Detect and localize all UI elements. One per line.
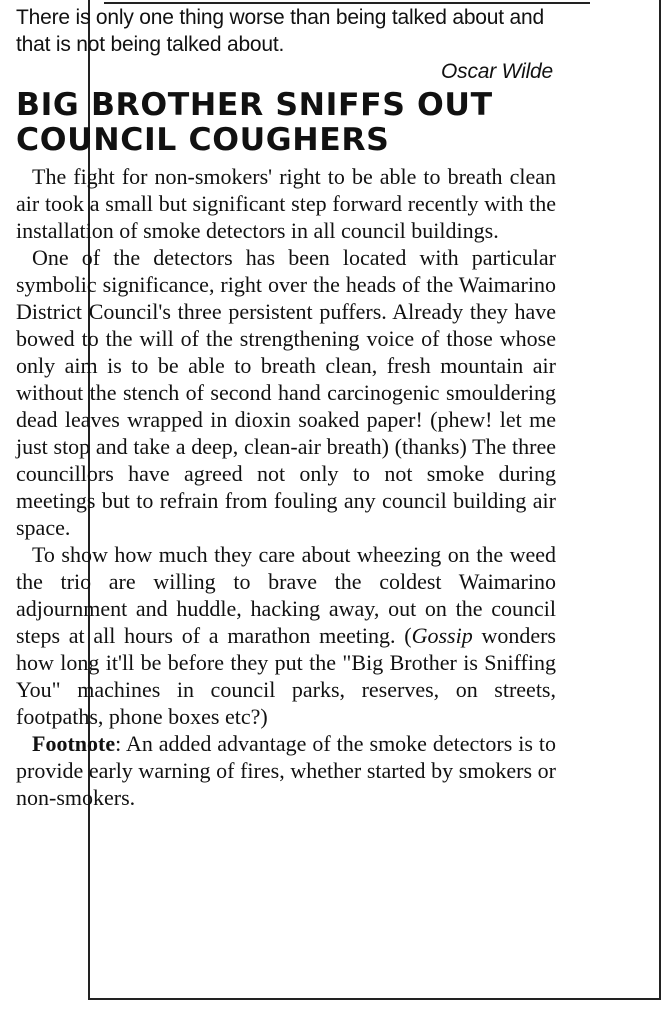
quote-text: There is only one thing worse than being talked about and that is not being talked about.	[16, 6, 544, 56]
quote-block	[16, 4, 561, 85]
footnote-text: : An added advantage of the smoke detectors is to provide early warning of fires, whether started by smokers or non-smokers.	[16, 731, 556, 810]
paragraph-3-after: wonders how long it'll be before they put the "Big Brother is Sniffing You" machines in council parks, reserves, on streets, footpaths, phone boxes etc?)	[16, 623, 556, 729]
article-body	[16, 163, 556, 811]
quote-author: Oscar Wilde	[441, 60, 553, 83]
footnote-label: Footnote	[32, 731, 116, 756]
paragraph-4	[16, 730, 556, 811]
article-headline: BIG BROTHER SNIFFS OUT COUNCIL COUGHERS	[16, 87, 493, 158]
gossip-emphasis: Gossip	[411, 623, 473, 648]
paragraph-3	[16, 541, 556, 730]
paragraph-2: One of the detectors has been located with particular symbolic significance, right over the heads of the Waimarino District Council's three persistent puffers. Already they have bowed to the will of the strengthening voice of those whose only aim is to be able to breath clean, fresh mountain air without the stench of second hand carcinogenic smouldering dead leaves wrapped in dioxin soaked paper! (phew! let me just stop and take a deep, clean-air breath) (thanks) The three councillors have agreed not only to not smoke during meetings but to refrain from fouling any council building air space.	[16, 245, 556, 540]
paragraph-1: The fight for non-smokers' right to be able to breath clean air took a small but significant step forward recently with the installation of smoke detectors in all council buildings.	[16, 164, 556, 243]
paragraph-3-before: To show how much they care about wheezing on the weed the trio are willing to brave the coldest Waimarino adjournment and huddle, hacking away, out on the council steps at all hours of a marathon meeting. (	[16, 542, 556, 648]
